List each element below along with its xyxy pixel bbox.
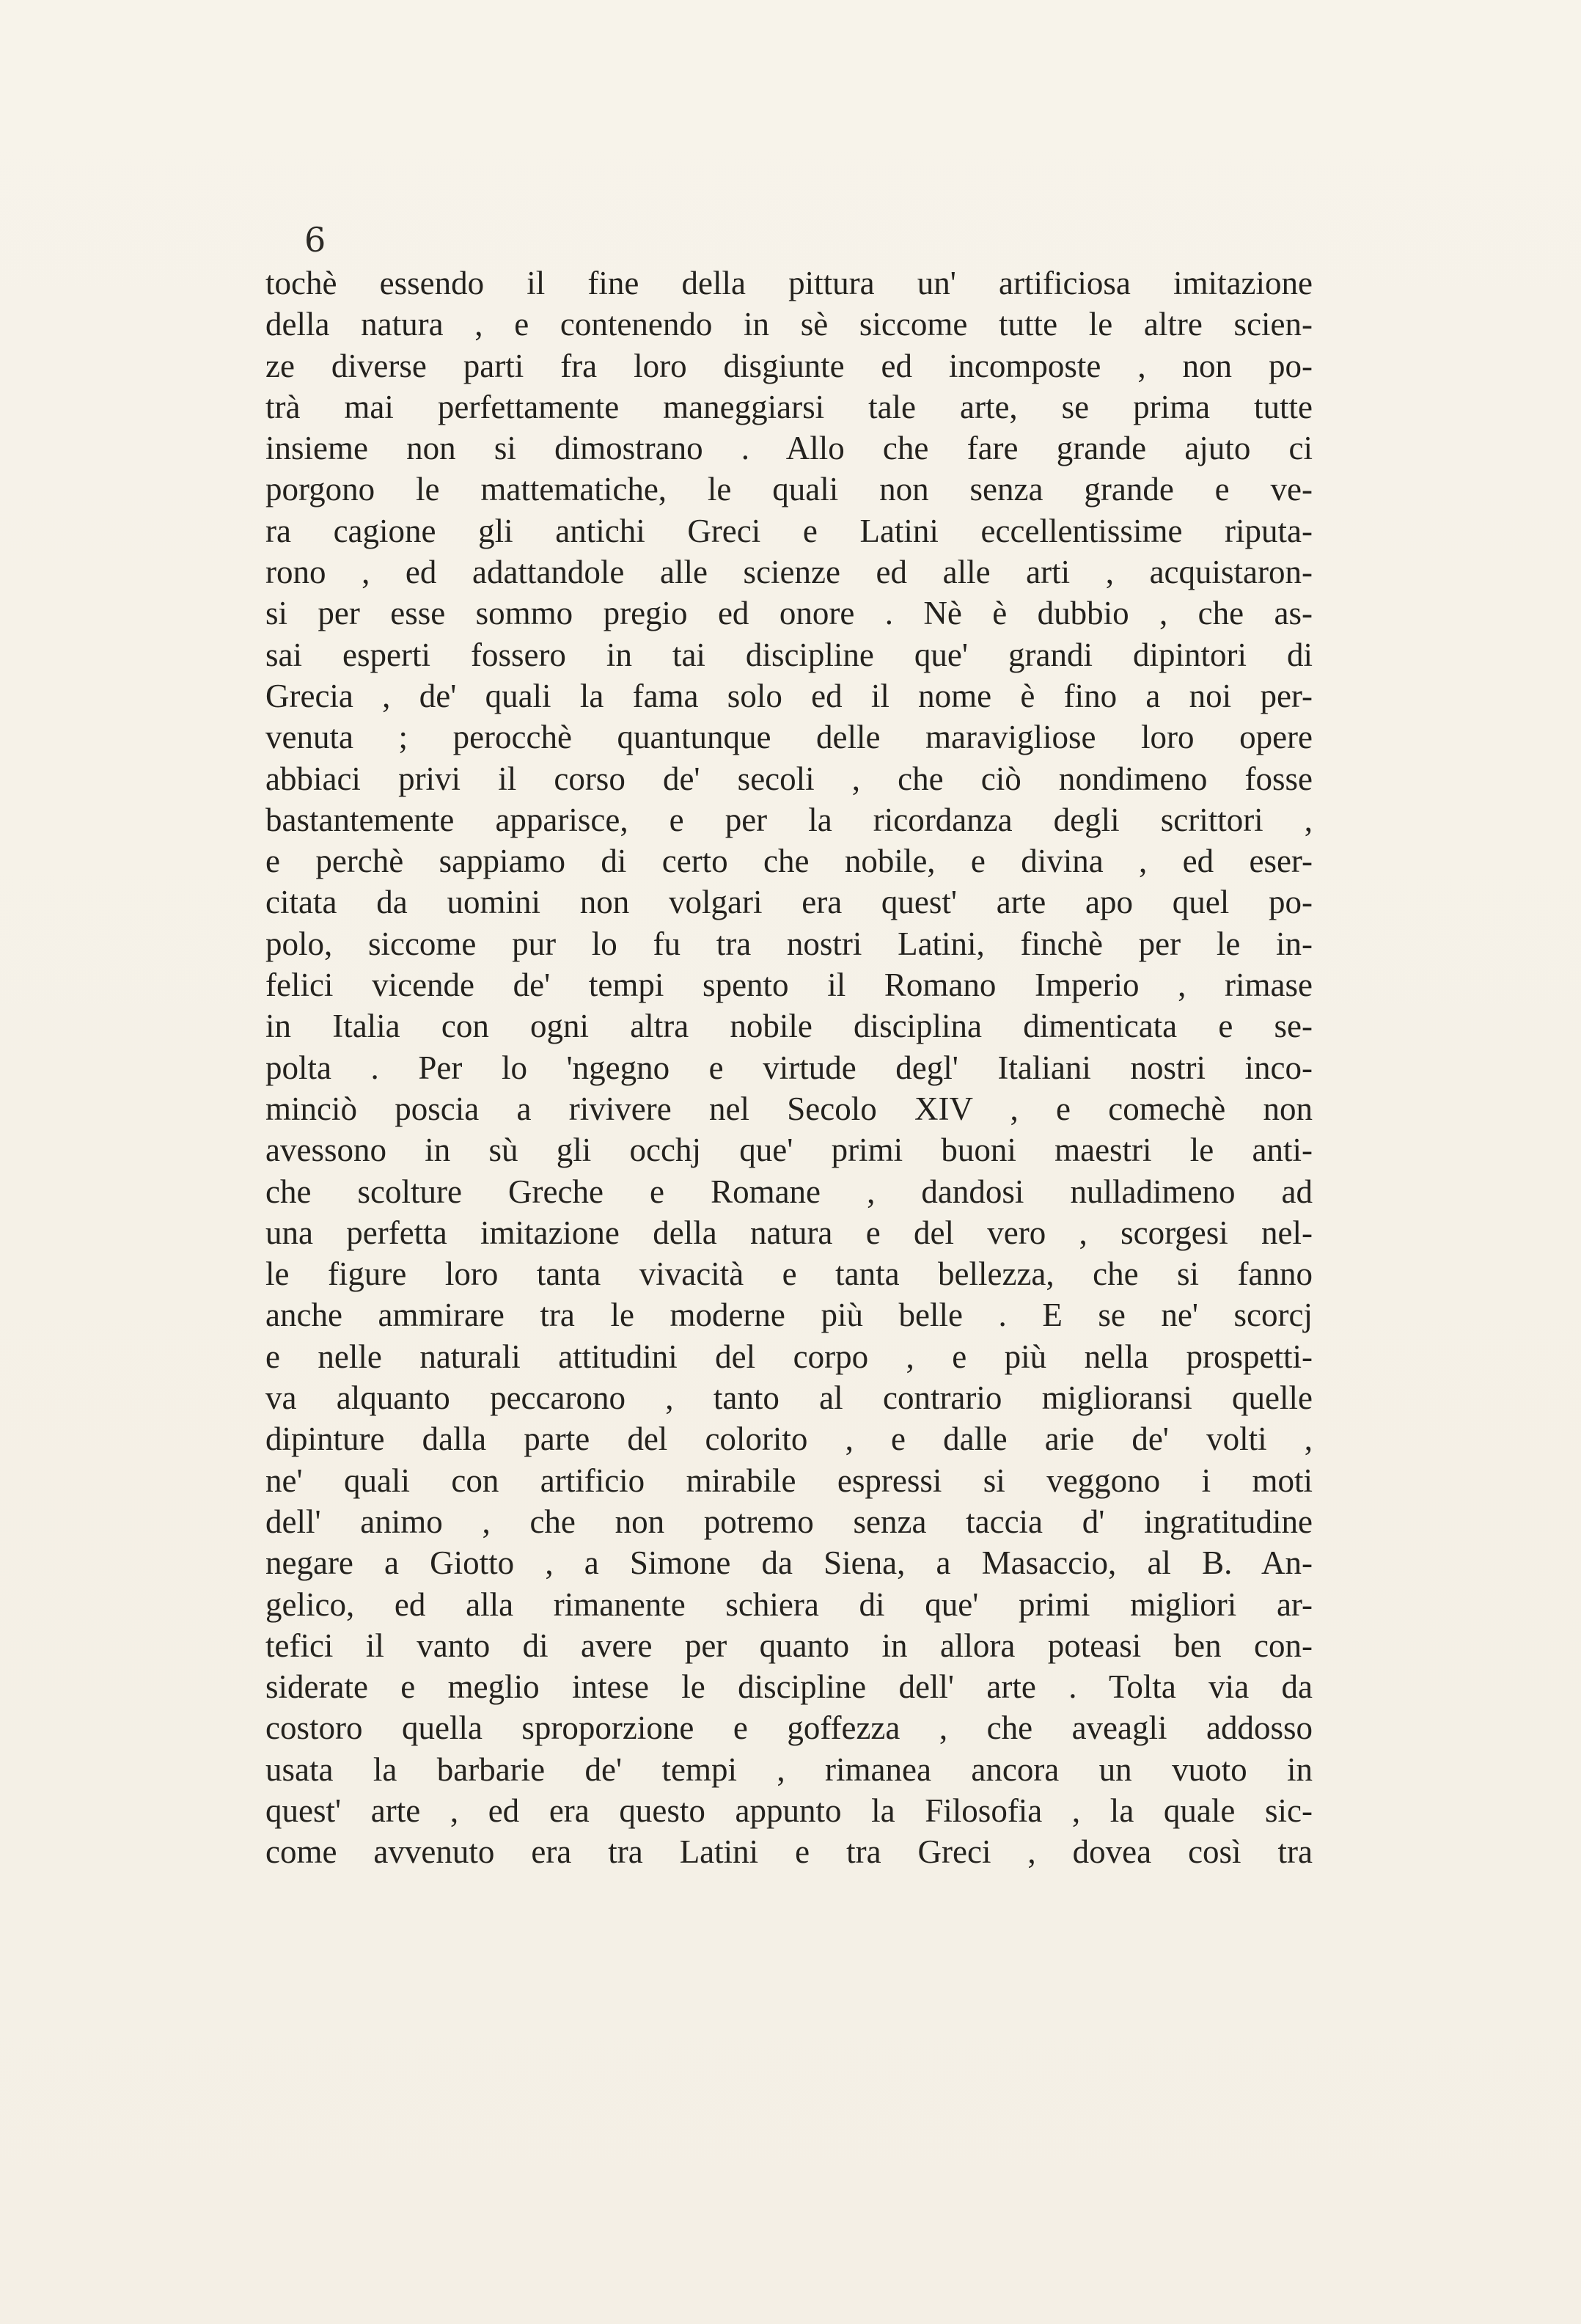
text-line: rono , ed adattandole alle scienze ed alle arti , acquistaron- (265, 554, 1313, 591)
page-number: 6 (304, 220, 326, 260)
text-line: dipinture dalla parte del colorito , e dalle arie de' volti , (265, 1421, 1313, 1458)
text-line: anche ammirare tra le moderne più belle . E se ne' scorcj (265, 1297, 1313, 1334)
text-line: tochè essendo il fine della pittura un' artificiosa imitazione (265, 265, 1313, 301)
text-line: bastantemente apparisce, e per la ricordanza degli scrittori , (265, 801, 1313, 838)
text-line: avessono in sù gli occhj que' primi buoni maestri le anti- (265, 1132, 1313, 1169)
text-line: tefici il vanto di avere per quanto in allora poteasi ben con- (265, 1627, 1313, 1664)
text-line: della natura , e contenendo in sè siccome tutte le altre scien- (265, 306, 1313, 343)
text-line: in Italia con ogni altra nobile disciplina dimenticata e se- (265, 1008, 1313, 1045)
text-line: polo, siccome pur lo fu tra nostri Latini, finchè per le in- (265, 925, 1313, 962)
text-line: Grecia , de' quali la fama solo ed il nome è fino a noi per- (265, 677, 1313, 714)
text-line: porgono le mattematiche, le quali non senza grande e ve- (265, 471, 1313, 508)
text-line: abbiaci privi il corso de' secoli , che ciò nondimeno fosse (265, 760, 1313, 797)
text-line: ra cagione gli antichi Greci e Latini eccellentissime riputa- (265, 512, 1313, 549)
text-line: e perchè sappiamo di certo che nobile, e divina , ed eser- (265, 843, 1313, 880)
text-line: gelico, ed alla rimanente schiera di que' primi migliori ar- (265, 1586, 1313, 1623)
text-line: negare a Giotto , a Simone da Siena, a Masaccio, al B. An- (265, 1544, 1313, 1582)
text-line: le figure loro tanta vivacità e tanta bellezza, che si fanno (265, 1256, 1313, 1293)
text-line: ne' quali con artificio mirabile espressi si veggono i moti (265, 1462, 1313, 1499)
text-line: venuta ; perocchè quantunque delle maravigliose loro opere (265, 719, 1313, 756)
text-line: una perfetta imitazione della natura e del vero , scorgesi nel- (265, 1214, 1313, 1251)
text-line: sai esperti fossero in tai discipline que' grandi dipintori di (265, 636, 1313, 673)
text-line: minciò poscia a rivivere nel Secolo XIV , e comechè non (265, 1090, 1313, 1127)
text-line: citata da uomini non volgari era quest' arte apo quel po- (265, 884, 1313, 921)
text-line: dell' animo , che non potremo senza taccia d' ingratitudine (265, 1503, 1313, 1540)
text-line: e nelle naturali attitudini del corpo , e più nella prospetti- (265, 1338, 1313, 1375)
text-line: come avvenuto era tra Latini e tra Greci , dovea così tra (265, 1833, 1313, 1871)
text-line: felici vicende de' tempi spento il Romano Imperio , rimase (265, 967, 1313, 1004)
text-line: costoro quella sproporzione e goffezza , che aveagli addosso (265, 1709, 1313, 1747)
text-line: usata la barbarie de' tempi , rimanea ancora un vuoto in (265, 1751, 1313, 1788)
text-line: insieme non si dimostrano . Allo che fare grande ajuto ci (265, 430, 1313, 467)
text-line: siderate e meglio intese le discipline dell' arte . Tolta via da (265, 1668, 1313, 1706)
text-line: ze diverse parti fra loro disgiunte ed incomposte , non po- (265, 347, 1313, 384)
text-line: si per esse sommo pregio ed onore . Nè è dubbio , che as- (265, 595, 1313, 632)
text-line: va alquanto peccarono , tanto al contrario miglioransi quelle (265, 1379, 1313, 1417)
text-line: quest' arte , ed era questo appunto la Filosofia , la quale sic- (265, 1792, 1313, 1829)
text-line: trà mai perfettamente maneggiarsi tale arte, se prima tutte (265, 388, 1313, 425)
body-text (265, 263, 1313, 1873)
text-line: polta . Per lo 'ngegno e virtude degl' Italiani nostri inco- (265, 1049, 1313, 1086)
text-line: che scolture Greche e Romane , dandosi nulladimeno ad (265, 1173, 1313, 1210)
